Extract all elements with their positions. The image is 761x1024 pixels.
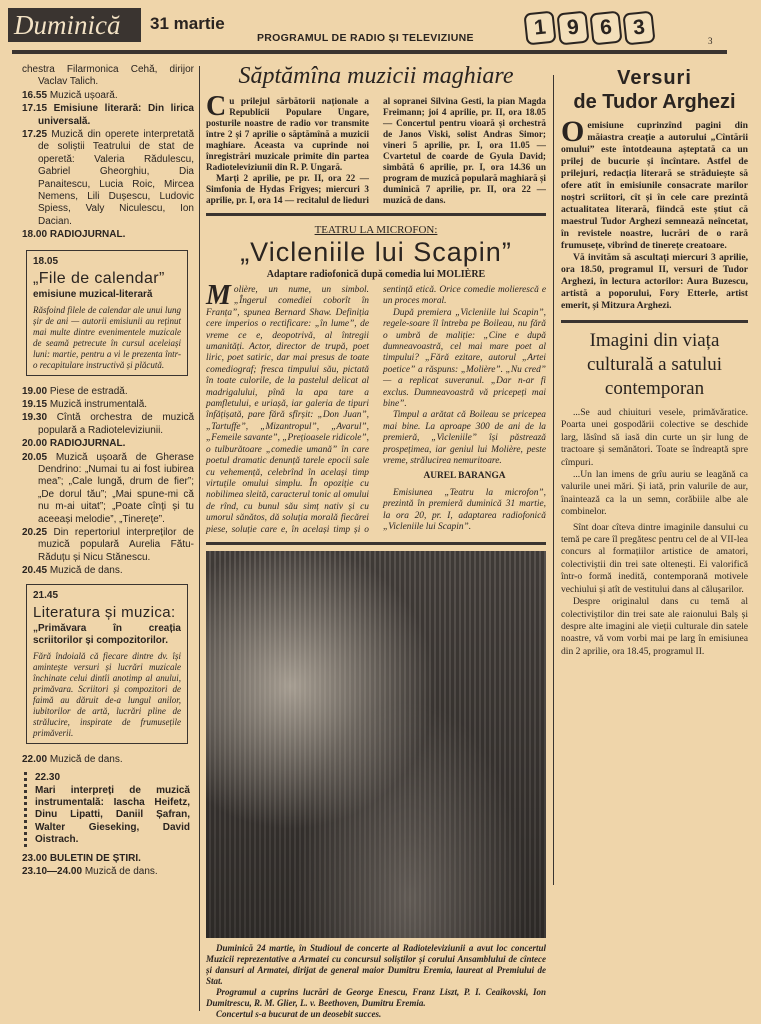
schedule-item: 23.00 BULETIN DE ȘTIRI. (22, 852, 141, 864)
schedule-item: 19.30 Cîntă orchestra de muzică populară a Radioteleviziunii. (22, 412, 195, 436)
article-body: ...Se aud chiuituri vesele, primăvăratice. Poarta unei gospodării colective se deschide larg, lăsînd să iasă din curte un șir lung de tractoare și semănători. Toate se îndreaptă spre cîmpuri. ...Un lan imens de grîu auriu se leagănă ca valurile unei mări. Și iată, prin valurile de aur, înaintează ca la un semn, corăbiile albe ale combinelor. Sînt doar cîteva dintre imaginile dansului cu temă pe care îl pregătesc pentru cel de al VII-lea concurs al formațiilor artistice de amatori, colectiviștii din trei sate oltenești. Ei valorifică într-o formă inedită, contemporană motivele vechiului și atît de vestitului dans al călușarilor. Despre originalul dans cu temă al colectiviștilor din trei sate ale raionului Balș și despre alte imagini ale vieții culturale din satele noastre, vă vom vorbi mai pe larg în emisiunea din 2 aprilie, ora 18.45, programul II. (561, 407, 748, 657)
article-title: Versuri (617, 67, 692, 89)
highlight-box: 21.45 Literatura și muzica: „Primăvara în creația scriitorilor și compozitorilor. Fără îndoială că fiecare dintre dv. își amintește versuri și lucrări muzicale închinate celui dintîi anotimp al anului, primăvara. Scriitori și compozitori de faimă au dăruit de-a lungul anilor, iubitorilor de artă, lucrări pline de strălucire, inspirate de frumusețile primăverii. (26, 584, 188, 744)
year-digit: 6 (589, 11, 622, 46)
right-column (561, 66, 748, 658)
article-subtitle: Adaptare radiofonică după comedia lui MOLIÈRE (266, 269, 486, 280)
schedule-item: 20.45 Muzică de dans. (22, 565, 123, 577)
year-digit: 1 (523, 11, 556, 46)
section-title: PROGRAMUL DE RADIO ȘI TELEVIZIUNE (257, 32, 474, 44)
schedule-item: 22.00 Muzică de dans. (22, 753, 123, 765)
article-title: Imagini din viața culturală a satului contemporan (586, 330, 723, 399)
schedule-item: 16.55 Muzică ușoară. (22, 89, 118, 101)
issue-date: 31 martie (150, 14, 225, 33)
article-body: Oemisiune cuprinzînd pagini din măiastra creație a autorului „Cîntării omului” este întotdeauna așteptată ca un prilej de bucurie și încîntare. Astfel de prilejuri, redacția literară se străduiește să ofere atît în emisiunile consacrate marilor noștri scriitori, cît și în cele care prezintă actualitatea literară, fiindcă este știut că maestrul Tudor Arghezi semnează neîncetat, în revistele noastre, lucrări de o rară frumusețe, vibrînd de tinerețe creatoare. Vă invităm să ascultați miercuri 3 aprilie, ora 18.50, programul II, versuri de Tudor Arghezi, în lectura actorilor: Aura Buzescu, artistă a poporului, Fory Etterle, artist emerit, și Mitzura Arghezi. (561, 115, 748, 311)
schedule-item: 20.00 RADIOJURNAL. (22, 438, 126, 450)
concert-photo (206, 551, 546, 938)
article-body: Cu prilejul sărbătorii naționale a Republicii Populare Ungare, posturile noastre de radio vor transmite între 2 și 7 aprilie o săptămînă a muzicii maghiare. Aceasta va cuprinde noi înregistrări muzicale primite din partea Radioteleviziunii din R. P. Ungară. Marți 2 aprilie, pe pr. II, ora 22 — Simfonia de Hydas Frigyes; miercuri 3 aprilie, pr. I, ora 14 — recitalul de lieduri al sopranei Silvina Gesti, la pian Magda Freimann; joi 4 aprilie, pr. II, ora 18.05 — Concertul pentru vioară și orchestră de Janos Viski, solist Andras Simor; vineri 5 aprilie, pr. I, ora 11.05 — Cvartetul de coarde de Gyula David; simbătă 6 aprilie, pr. I, ora 14.36 un program de muzică populară maghiară și duminică 7 aprilie, pr. II, ora 22 — muzică de dans. (206, 91, 546, 205)
schedule-item: 23.10—24.00 Muzică de dans. (22, 866, 158, 878)
schedule-item: 20.25 Din repertoriul interpreților de muzică populară Aurelia Fătu-Răduțu și Nicu Stănescu. (22, 526, 194, 563)
schedule-column (22, 64, 194, 879)
column-divider (553, 75, 554, 885)
highlight-box: 18.05 „File de calendar” emisiune muzical-literară Răsfoind filele de calendar ale unui lung șir de ani — autorii emisiunii au reținut mai multe dintre evenimentele muzicale de seamă petrecute în cursul aceleiași luni: martie, pentru a vi le prezenta într-o recapitulare instructivă și plăcută. (26, 250, 188, 376)
schedule-item: 19.00 Piese de estradă. (22, 385, 128, 397)
header-rule (12, 50, 727, 54)
middle-column (206, 62, 546, 1020)
year-digit: 3 (622, 11, 655, 46)
page-number: 3 (708, 36, 713, 46)
article-title: de Tudor Arghezi (573, 91, 736, 113)
author: AUREL BARANGA (423, 470, 506, 481)
photo-caption: Duminică 24 martie, în Studioul de concerte al Radioteleviziunii a avut loc concertul Muzicii reprezentative a Armatei cu concursul soliștilor și corului Ansamblului de cîntece și dansuri al Armatei, dirijat de general maior Dumitru Eremia, laureat al Premiului de Stat. Programul a cuprins lucrări de George Enescu, Franz Liszt, P. I. Ceaikovski, Ion Dumitrescu, R. M. Glier, L. v. Beethoven, Dumitru Eremia. Concertul s-a bucurat de un deosebit succes. (206, 943, 546, 1019)
section-rule (206, 213, 546, 216)
schedule-item: 17.15 Emisiune literară: Din lirica universală. (22, 103, 194, 127)
article-title: „Vicleniile lui Scapin” (240, 237, 512, 267)
highlight-box: 22.30 Mari interpreți de muzică instrumentală: Iascha Heifetz, Dinu Lipatti, Daniil Șafran, Walter Gieseking, David Oistrach. (24, 772, 190, 846)
section-rule (206, 542, 546, 545)
schedule-item: 20.05 Muzică ușoară de Gherase Dendrino: „Numai tu ai fost iubirea mea”; „Cale lungă, drum de fier”; „De dorul tău”; „Mai spune-mi că nu m-ai uitat”; „Poate cînți și tu aceeași melodie”, „Tinerețe”. (22, 451, 194, 525)
section-rule (561, 320, 748, 323)
year-digit: 9 (556, 11, 589, 46)
schedule-item: 19.15 Muzică instrumentală. (22, 398, 148, 410)
schedule-item: chestra Filarmonica Cehă, dirijor Vaclav Talich. (22, 64, 194, 88)
schedule-item: 18.00 RADIOJURNAL. (22, 229, 126, 241)
article-title: Săptămîna muzicii maghiare (238, 63, 514, 89)
masthead-day: Duminică (8, 8, 141, 42)
year-badge (525, 12, 654, 44)
section-kicker: TEATRU LA MICROFON: (314, 224, 438, 236)
column-divider (199, 66, 200, 1011)
article-body: Molière, un nume, un simbol. „Îngerul comediei coborît în Franța”, spunea Bernard Shaw. Definiția cere imperios o rectificare: „în lume”, de vreme ce e, deopotrivă, al întregii umanități. Actor, director de trupă, poet liric, poet satiric, dar mai presus de toate comediograf; fresca timpului său, pictată în toate culorile, de la pastelul delicat al madrigalului, pînă la apa tare a pamfletului, e uriașă, iar galeria de tipuri înfățișată, pare fără sfîrșit: „Don Juan”, „Tartuffe”, „Mizantropul”, „Avarul”, „Femeile savante”, „Prețioasele ridicole”, o tulburătoare „comedie umană” în care poetul dramatic denunță tarele epocii sale cu vehemență, celebrînd în același timp virtuțile omului simplu. În opoziție cu nobilimea sleită, caracterul tonic al omului de rînd, cu bunul său simț nativ și cu umorul sănătos, dă soluția morală fiecărei piese, soluție care e, în același timp și o sentință etică. Orice comedie molierescă e un proces moral. După premiera „Vicleniile lui Scapin”, regele-soare îl întreba pe Boileau, nu fără o umbră de maliție: „Cine e după dumneavoastră, cel mai mare poet al timpului? „Fără ezitare, autorul „Artei poetice” a răspuns: „Molière”. „Nu cred” — a replicat suveranul. „Dar n-ar fi exclus. Dumneavoastră vă pricepeți mai bine”. Timpul a arătat că Boileau se pricepea mai bine. La aproape 300 de ani de la premieră, „Vicleniile” își păstrează prospețimea, iar geniul lui Molière, peste vreme, strălucirea nemuritoare. AUREL BARANGA Emisiunea „Teatru la microfon”, prezintă în premieră duminică 31 martie, la ora 20, pr. I, adaptarea radiofonică „Vicleniile lui Scapin”. (206, 280, 546, 535)
schedule-item: 17.25 Muzică din operete interpretată de soliștii Teatrului de stat de operetă: Valeria Rădulescu, Gabriel Gheorghiu, Dia Panaitescu, Lucia Roic, Mircea Nemens, Lili Dușescu, Ludovic Spiess, Valy Niculescu, Ion Dacian. (22, 129, 195, 227)
